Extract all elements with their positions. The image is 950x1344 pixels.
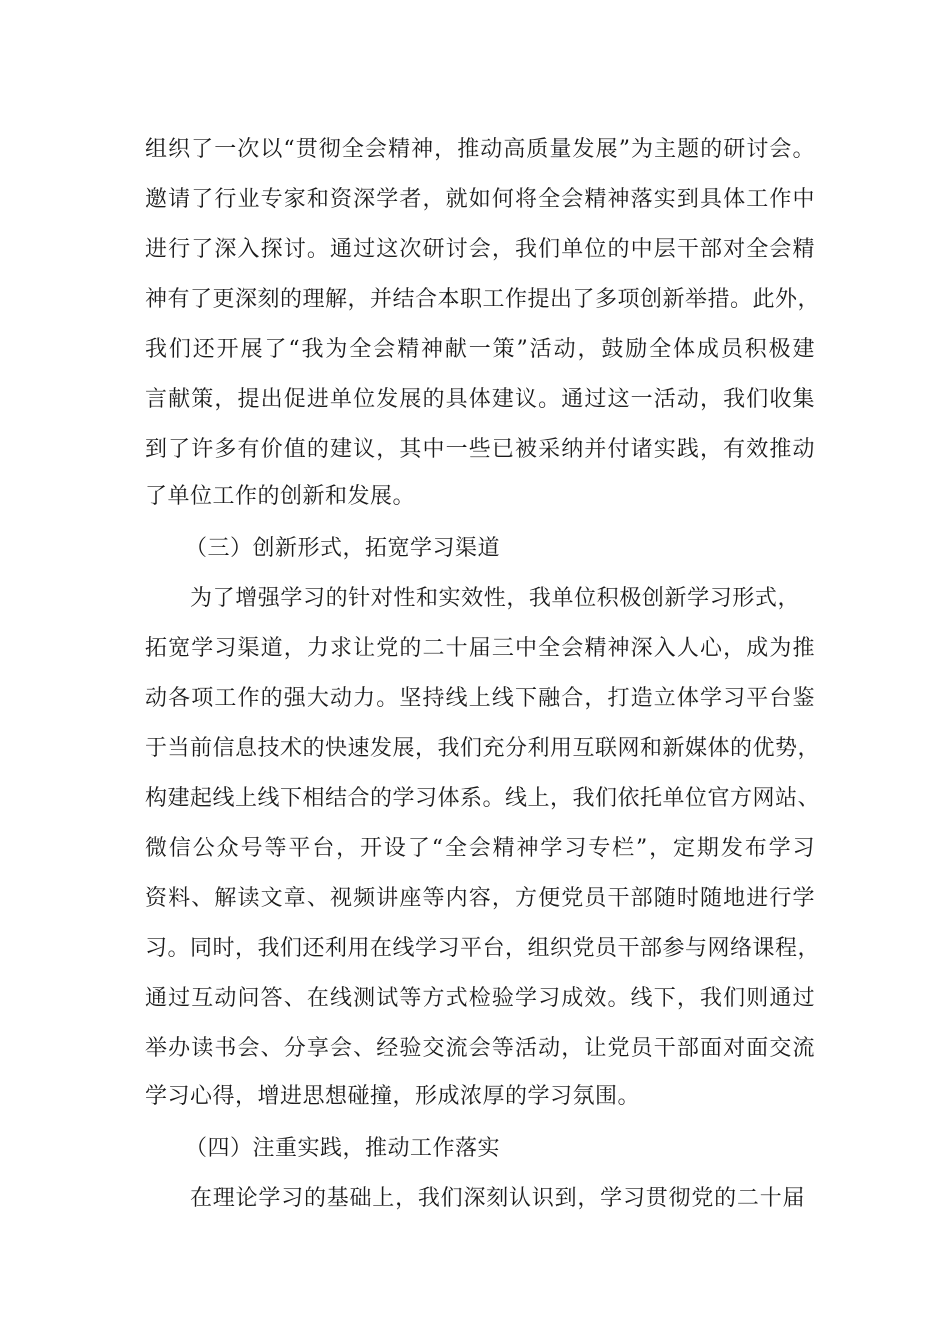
paragraph-line-4: 神有了更深刻的理解，并结合本职工作提出了多项创新举措。此外，	[145, 287, 821, 312]
paragraph-line-10: 拓宽学习渠道，力求让党的二十届三中全会精神深入人心，成为推	[145, 636, 815, 661]
paragraph-line-3: 进行了深入探讨。通过这次研讨会，我们单位的中层干部对全会精	[145, 237, 815, 262]
paragraph-line-2: 邀请了行业专家和资深学者，就如何将全会精神落实到具体工作中	[145, 187, 815, 212]
paragraph-line-20: 在理论学习的基础上，我们深刻认识到，学习贯彻党的二十届	[190, 1186, 805, 1211]
paragraph-line-9: 为了增强学习的针对性和实效性，我单位积极创新学习形式，	[190, 586, 800, 611]
paragraph-line-17: 通过互动问答、在线测试等方式检验学习成效。线下，我们则通过	[145, 986, 815, 1011]
paragraph-line-8: 了单位工作的创新和发展。	[145, 484, 416, 509]
paragraph-line-13: 构建起线上线下相结合的学习体系。线上，我们依托单位官方网站、	[145, 786, 821, 811]
section-heading-4: （四）注重实践，推动工作落实	[185, 1136, 501, 1161]
paragraph-line-18: 举办读书会、分享会、经验交流会等活动，让党员干部面对面交流	[145, 1036, 815, 1061]
paragraph-line-19: 学习心得，增进思想碰撞，形成浓厚的学习氛围。	[145, 1084, 641, 1109]
section-heading-3: （三）创新形式，拓宽学习渠道	[185, 536, 501, 561]
paragraph-line-14: 微信公众号等平台，开设了“全会精神学习专栏”，定期发布学习	[145, 836, 815, 861]
paragraph-line-7: 到了许多有价值的建议，其中一些已被采纳并付诸实践，有效推动	[145, 437, 815, 462]
paragraph-line-15: 资料、解读文章、视频讲座等内容，方便党员干部随时随地进行学	[145, 886, 815, 911]
paragraph-line-5: 我们还开展了“我为全会精神献一策”活动，鼓励全体成员积极建	[145, 337, 815, 362]
paragraph-line-12: 于当前信息技术的快速发展，我们充分利用互联网和新媒体的优势，	[145, 736, 821, 761]
paragraph-line-11: 动各项工作的强大动力。坚持线上线下融合，打造立体学习平台鉴	[145, 686, 815, 711]
paragraph-line-6: 言献策，提出促进单位发展的具体建议。通过这一活动，我们收集	[145, 387, 815, 412]
paragraph-line-1: 组织了一次以“贯彻全会精神，推动高质量发展”为主题的研讨会。	[145, 137, 815, 162]
paragraph-line-16: 习。同时，我们还利用在线学习平台，组织党员干部参与网络课程，	[145, 936, 821, 961]
